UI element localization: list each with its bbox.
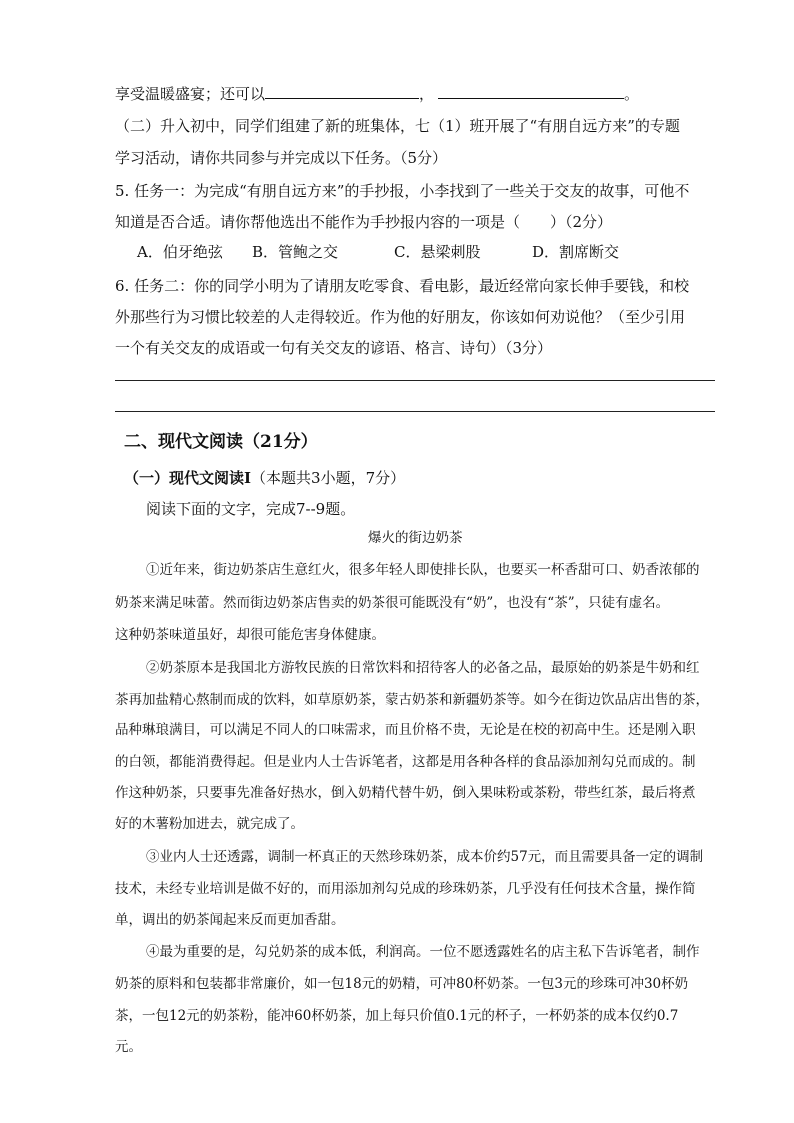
article-line: ②奶茶原本是我国北方游牧民族的日常饮料和招待客人的必备之品，最原始的奶茶是牛奶和红 bbox=[146, 660, 700, 676]
sub-heading bbox=[124, 468, 405, 488]
q5-option-b[interactable]: B．管鲍之交 bbox=[252, 243, 339, 261]
article-line: 品种琳琅满目，可以满足不同人的口味需求，而且价格不贵，无论是在校的初高中生。还是刚入职 bbox=[115, 722, 696, 738]
article-line: ①近年来，街边奶茶店生意红火，很多年轻人即使排长队，也要买一杯香甜可口、奶香浓郁的 bbox=[146, 562, 700, 578]
article-line: 好的木薯粉加进去，就完成了。 bbox=[115, 816, 304, 832]
article-line: 作这种奶茶，只要事先准备好热水，倒入奶精代替牛奶，倒入果味粉或茶粉，带些红茶，最后将煮 bbox=[115, 785, 696, 801]
q4-blank-2[interactable] bbox=[438, 84, 624, 99]
q4-line-start: 享受温暖盛宴；还可以 bbox=[115, 85, 266, 103]
q5-option-c[interactable]: C．悬梁刺股 bbox=[394, 243, 481, 261]
q5-line1: 5. 任务一：为完成“有朋自远方来”的手抄报，小李找到了一些关于交友的故事，可他不 bbox=[115, 182, 690, 200]
q5-option-d[interactable]: D．割席断交 bbox=[532, 243, 620, 261]
article-line: ③业内人士还透露，调制一杯真正的天然珍珠奶茶，成本价约57元，而且需要具备一定的调制 bbox=[146, 849, 704, 865]
part-two-heading: 二、现代文阅读（21分） bbox=[124, 432, 318, 452]
article-title: 爆火的街边奶茶 bbox=[368, 530, 463, 546]
q4-fill-line bbox=[115, 84, 639, 104]
article-line: 奶茶来满足味蕾。然而街边奶茶店售卖的奶茶很可能既没有“奶”，也没有“茶”，只徒有虚名。 bbox=[115, 595, 670, 611]
q5-option-a[interactable]: A．伯牙绝弦 bbox=[137, 243, 223, 261]
q6-line3: 一个有关交友的成语或一句有关交友的谚语、格言、诗句）（3分） bbox=[115, 339, 553, 357]
article-line: 单，调出的奶茶闻起来反而更加香甜。 bbox=[115, 912, 345, 928]
reading-instruction: 阅读下面的文字，完成7--9题。 bbox=[146, 500, 356, 518]
q5-line2: 知道是否合适。请你帮他选出不能作为手抄报内容的一项是（ ）（2分） bbox=[115, 213, 613, 231]
section-two-intro-line2: 学习活动，请你共同参与并完成以下任务。（5分） bbox=[115, 149, 448, 167]
q6-line1: 6. 任务二：你的同学小明为了请朋友吃零食、看电影，最近经常向家长伸手要钱，和校 bbox=[115, 277, 690, 295]
answer-line-2[interactable] bbox=[115, 411, 715, 412]
q4-period: 。 bbox=[624, 85, 640, 103]
section-two-intro-line1: （二）升入初中，同学们组建了新的班集体，七（1）班开展了“有朋自远方来”的专题 bbox=[115, 117, 680, 135]
answer-line-1[interactable] bbox=[115, 380, 715, 381]
article-line: 茶再加盐精心熬制而成的饮料，如草原奶茶，蒙古奶茶和新疆奶茶等。如今在街边饮品店出售的茶， bbox=[115, 692, 709, 708]
sub-heading-note: （本题共3小题，7分） bbox=[251, 469, 406, 487]
q4-comma: ， bbox=[419, 85, 435, 103]
article-line: 这种奶茶味道虽好，却很可能危害身体健康。 bbox=[115, 627, 385, 643]
q4-blank-1[interactable] bbox=[265, 84, 419, 99]
article-line: 茶，一包12元的奶茶粉，能冲60杯奶茶，加上每只价值0.1元的杯子，一杯奶茶的成本仅约0.7 bbox=[115, 1008, 679, 1024]
article-line: ④最为重要的是，勾兑奶茶的成本低，利润高。一位不愿透露姓名的店主私下告诉笔者，制作 bbox=[146, 944, 700, 960]
sub-heading-title: （一）现代文阅读Ⅰ bbox=[124, 469, 252, 487]
article-line: 元。 bbox=[115, 1039, 142, 1055]
q5-options bbox=[137, 242, 619, 262]
article-line: 技术，未经专业培训是做不好的，而用添加剂勾兑成的珍珠奶茶，几乎没有任何技术含量，操作简 bbox=[115, 881, 696, 897]
article-line: 奶茶的原料和包装都非常廉价，如一包18元的奶精，可冲80杯奶茶。一包3元的珍珠可冲30杯奶 bbox=[115, 976, 689, 992]
q6-line2: 外那些行为习惯比较差的人走得较近。作为他的好朋友，你该如何劝说他？（至少引用 bbox=[115, 308, 686, 326]
article-line: 的白领，都能消费得起。但是业内人士告诉笔者，这都是用各种各样的食品添加剂勾兑而成的。制 bbox=[115, 754, 696, 770]
